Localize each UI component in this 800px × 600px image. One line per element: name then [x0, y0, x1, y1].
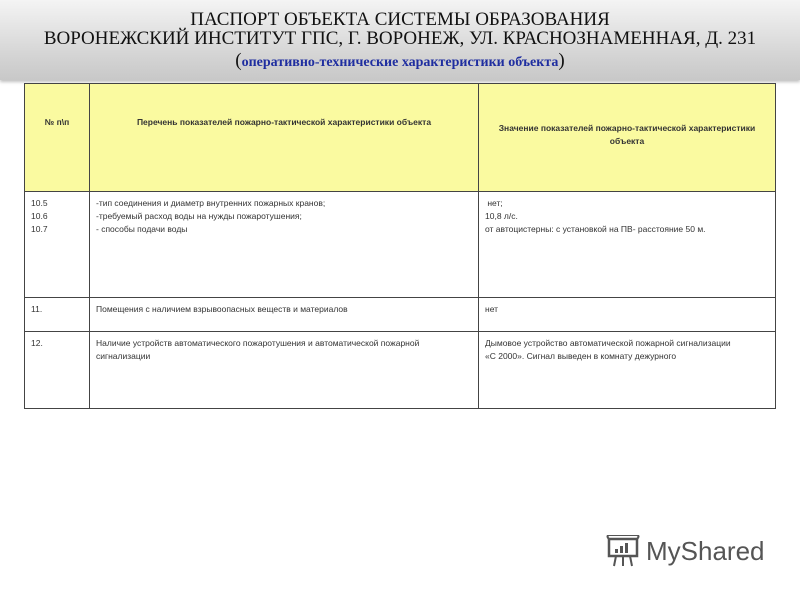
row-number: 10.7	[31, 224, 48, 234]
value-cell	[479, 192, 776, 298]
table-row	[25, 298, 776, 332]
row-number: 10.6	[31, 211, 48, 221]
column-header-value: Значение показателей пожарно-тактической характеристики объекта	[479, 84, 776, 192]
watermark-text: MyShared	[646, 535, 765, 566]
row-number: 10.5	[31, 198, 48, 208]
subtitle	[0, 50, 800, 72]
myshared-watermark	[606, 535, 765, 567]
table-row	[25, 192, 776, 298]
row-number: 12.	[25, 332, 90, 409]
indicator-line: -требуемый расход воды на нужды пожаротушения;	[96, 211, 302, 221]
value-cell: нет	[479, 298, 776, 332]
presentation-board-icon	[606, 535, 640, 567]
row-number-cell	[25, 192, 90, 298]
value-line: нет;	[485, 198, 503, 208]
value-cell: Дымовое устройство автоматической пожарной сигнализации «С 2000». Сигнал выведен в комнату дежурного	[479, 332, 776, 409]
subtitle-text: оперативно-технические характеристики объекта	[241, 55, 559, 70]
indicator-line: - способы подачи воды	[96, 224, 188, 234]
subtitle-close-paren: )	[558, 50, 565, 71]
subtitle-open-paren: (	[235, 50, 242, 71]
indicator-cell: Наличие устройств автоматического пожаротушения и автоматической пожарной сигнализации	[90, 332, 479, 409]
table-header-row	[25, 84, 776, 192]
value-line: от автоцистерны: с установкой на ПВ- расстояние 50 м.	[485, 224, 706, 234]
column-header-number: № п\п	[25, 84, 90, 192]
characteristics-table	[24, 83, 776, 409]
value-line: 10,8 л/с.	[485, 211, 518, 221]
title-line-1: ПАСПОРТ ОБЪЕКТА СИСТЕМЫ ОБРАЗОВАНИЯ	[190, 9, 610, 30]
indicator-line: -тип соединения и диаметр внутренних пожарных кранов;	[96, 198, 326, 208]
indicator-cell	[90, 192, 479, 298]
title-line-2: ВОРОНЕЖСКИЙ ИНСТИТУТ ГПС, Г. ВОРОНЕЖ, УЛ. КРАСНОЗНАМЕННАЯ, Д. 231	[43, 28, 757, 49]
column-header-indicator: Перечень показателей пожарно-тактической характеристики объекта	[90, 84, 479, 192]
table-row	[25, 332, 776, 409]
indicator-cell: Помещения с наличием взрывоопасных веществ и материалов	[90, 298, 479, 332]
row-number: 11.	[25, 298, 90, 332]
